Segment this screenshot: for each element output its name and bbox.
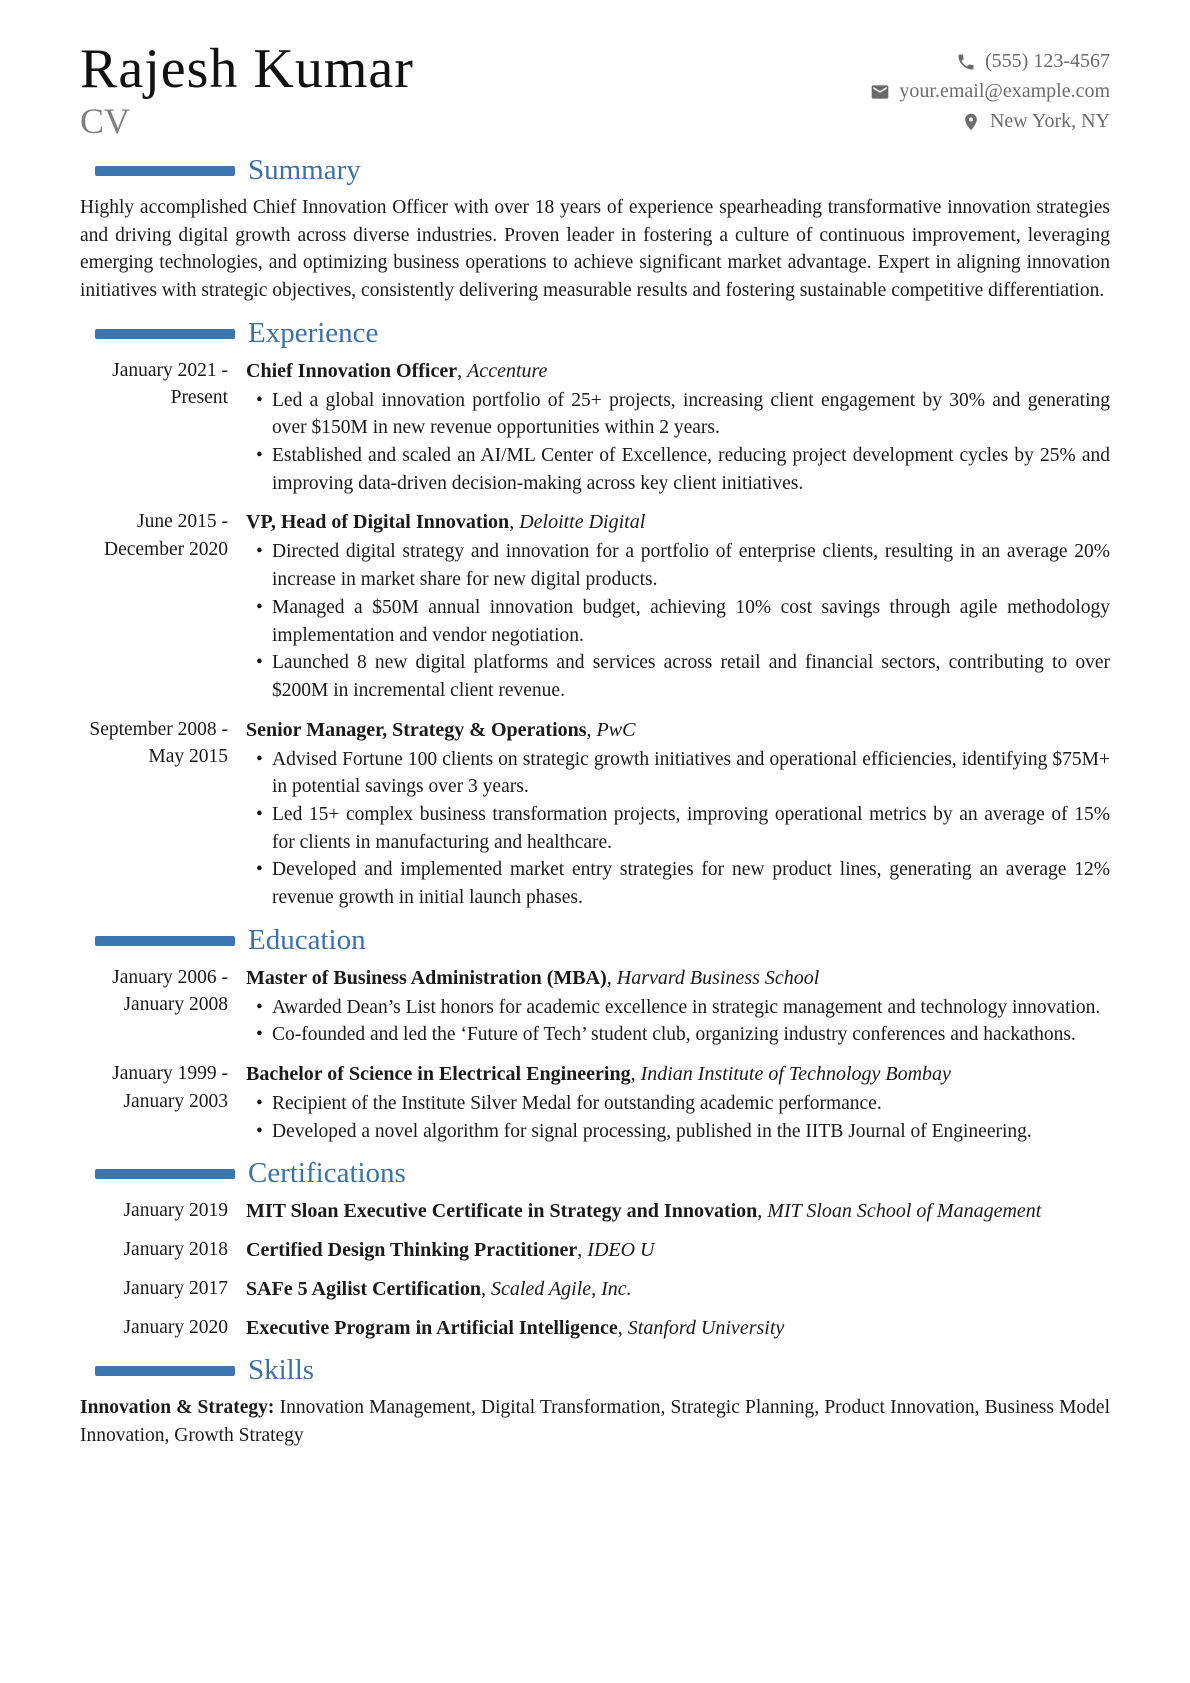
entry-header (246, 964, 1110, 992)
entry-header (246, 1060, 1110, 1088)
entry-separator: , (757, 1200, 768, 1223)
section-title: Experience (248, 316, 379, 349)
entry-header (246, 716, 1110, 744)
entry (80, 1197, 1110, 1225)
entry-separator: , (606, 966, 617, 989)
entry-date: January 2006 - January 2008 (112, 966, 228, 1016)
entry-title: SAFe 5 Agilist Certification (246, 1278, 481, 1301)
section-title: Skills (248, 1354, 315, 1387)
bullet-item: • Led a global innovation portfolio of 25+ projects, increasing client engagement by 30% and generating over $150M in new revenue opportunities within 2 years. (272, 387, 1110, 442)
entry-title: Bachelor of Science in Electrical Engineering (246, 1062, 631, 1085)
entry-date: January 2017 (123, 1278, 228, 1300)
entry-title: Certified Design Thinking Practitioner (246, 1239, 578, 1262)
entry-main (246, 964, 1110, 1049)
entry-header (246, 508, 1110, 536)
section-body (80, 964, 1110, 1146)
entry-org: Scaled Agile, Inc. (490, 1278, 632, 1301)
section-heading (80, 155, 1110, 187)
section-body (80, 1197, 1110, 1342)
bullet-item: • Developed and implemented market entry strategies for new product lines, generating an average 12% revenue growth in initial launch phases. (272, 856, 1110, 911)
identity-block (80, 40, 414, 142)
entry-org: MIT Sloan School of Management (767, 1200, 1042, 1223)
entry-org: Stanford University (627, 1317, 785, 1340)
entry-main (246, 716, 1110, 912)
entry-title: Senior Manager, Strategy & Operations (246, 718, 587, 741)
skills-line: Innovation & Strategy: Innovation Management, Digital Transformation, Strategic Planning, Product Innovation, Business Model Innovation, Growth Strategy (80, 1397, 1110, 1446)
envelope-icon (870, 82, 890, 102)
skill-category-label: Innovation & Strategy: (80, 1397, 275, 1419)
section (80, 1355, 1110, 1449)
entry-main (246, 1060, 1110, 1145)
entry-org: PwC (596, 718, 636, 741)
entry-separator: , (617, 1317, 628, 1340)
email-address: your.email@example.com (899, 80, 1110, 102)
section-title: Education (248, 923, 366, 956)
entry (80, 716, 1110, 912)
entry-header (246, 357, 1110, 385)
entry-org: Accenture (467, 359, 548, 382)
section-heading (80, 925, 1110, 957)
entry-date: January 1999 - January 2003 (112, 1062, 228, 1112)
entry (80, 964, 1110, 1049)
document-subtitle: CV (80, 100, 131, 141)
entry-separator: , (577, 1239, 588, 1262)
section (80, 155, 1110, 305)
entry (80, 357, 1110, 498)
phone-number: (555) 123-4567 (985, 50, 1110, 72)
sections (80, 155, 1110, 1449)
entry-separator: , (457, 359, 468, 382)
entry-title: Chief Innovation Officer (246, 359, 458, 382)
entry-main (246, 357, 1110, 498)
entry-org: Deloitte Digital (519, 511, 646, 534)
entry-date: January 2019 (123, 1200, 228, 1222)
section-heading (80, 1158, 1110, 1190)
bullet-item: • Awarded Dean’s List honors for academic excellence in strategic management and technology innovation. (272, 994, 1110, 1022)
entry-org: Harvard Business School (616, 966, 820, 989)
section-body (80, 1394, 1110, 1449)
location-icon (961, 112, 981, 132)
entry-separator: , (586, 718, 597, 741)
section-body (80, 357, 1110, 912)
entry (80, 508, 1110, 704)
person-name: Rajesh Kumar (80, 38, 414, 100)
section (80, 318, 1110, 912)
bullet-item: • Managed a $50M annual innovation budget, achieving 10% cost savings through agile methodology implementation and vendor negotiation. (272, 594, 1110, 649)
entry-date: June 2015 - December 2020 (104, 511, 228, 561)
section-heading (80, 1355, 1110, 1387)
entry-date: January 2018 (123, 1239, 228, 1261)
bullet-item: • Recipient of the Institute Silver Medal for outstanding academic performance. (272, 1090, 1110, 1118)
entry-header (246, 1236, 1110, 1264)
entry-separator: , (480, 1278, 491, 1301)
entry-main (246, 1197, 1110, 1225)
phone-icon (956, 52, 976, 72)
entry-org: Indian Institute of Technology Bombay (640, 1062, 951, 1085)
contact-email-row (870, 80, 1110, 103)
contact-location-row (961, 110, 1110, 133)
entry-org: IDEO U (587, 1239, 655, 1262)
bullet-item: • Directed digital strategy and innovation for a portfolio of enterprise clients, resulting in an average 20% increase in market share for new digital products. (272, 538, 1110, 593)
entry-header (246, 1314, 1110, 1342)
entry (80, 1275, 1110, 1303)
entry-header (246, 1275, 1110, 1303)
entry-separator: , (630, 1062, 641, 1085)
entry-bullets (246, 746, 1110, 912)
entry-main (246, 508, 1110, 704)
bullet-item: • Advised Fortune 100 clients on strategic growth initiatives and operational efficiencies, identifying $75M+ in potential savings over 3 years. (272, 746, 1110, 801)
summary-paragraph: Highly accomplished Chief Innovation Officer with over 18 years of experience spearheading transformative innovation strategies and driving digital growth across diverse industries. Proven leader in fostering a culture of continuous improvement, leveraging emerging technologies, and optimizing business operations to achieve significant market advantage. Expert in aligning innovation initiatives with strategic objectives, consistently delivering measurable results and fostering sustainable competitive differentiation. (80, 197, 1110, 302)
section-accent-bar (95, 1169, 235, 1179)
section-accent-bar (95, 166, 235, 176)
section (80, 925, 1110, 1146)
entry-main (246, 1236, 1110, 1264)
entry-title: VP, Head of Digital Innovation (246, 511, 510, 534)
entry-title: MIT Sloan Executive Certificate in Strategy and Innovation (246, 1200, 758, 1223)
entry-date: January 2020 (123, 1317, 228, 1339)
entry (80, 1060, 1110, 1145)
entry-bullets (246, 387, 1110, 498)
section-accent-bar (95, 1366, 235, 1376)
section-title: Summary (248, 154, 361, 187)
entry-bullets (246, 538, 1110, 704)
contact-block (870, 40, 1110, 133)
bullet-item: • Launched 8 new digital platforms and services across retail and financial sectors, contributing to over $200M in incremental client revenue. (272, 649, 1110, 704)
bullet-item: • Established and scaled an AI/ML Center of Excellence, reducing project development cycles by 25% and improving data-driven decision-making across key client initiatives. (272, 442, 1110, 497)
entry-date: September 2008 - May 2015 (89, 718, 228, 768)
location-text: New York, NY (989, 110, 1110, 132)
entry-separator: , (509, 511, 520, 534)
entry-header (246, 1197, 1110, 1225)
header (80, 40, 1110, 142)
section-accent-bar (95, 329, 235, 339)
section (80, 1158, 1110, 1342)
entry-title: Executive Program in Artificial Intelligence (246, 1317, 618, 1340)
entry-main (246, 1314, 1110, 1342)
bullet-item: • Led 15+ complex business transformation projects, improving operational metrics by an average of 15% for clients in manufacturing and healthcare. (272, 801, 1110, 856)
entry (80, 1314, 1110, 1342)
entry (80, 1236, 1110, 1264)
bullet-item: • Developed a novel algorithm for signal processing, published in the IITB Journal of Engineering. (272, 1118, 1110, 1146)
entry-bullets (246, 994, 1110, 1049)
section-body (80, 194, 1110, 305)
entry-main (246, 1275, 1110, 1303)
bullet-item: • Co-founded and led the ‘Future of Tech’ student club, organizing industry conferences and hackathons. (272, 1021, 1110, 1049)
contact-phone-row (956, 50, 1110, 73)
section-accent-bar (95, 936, 235, 946)
entry-bullets (246, 1090, 1110, 1145)
entry-title: Master of Business Administration (MBA) (246, 966, 607, 989)
section-title: Certifications (248, 1157, 406, 1190)
section-heading (80, 318, 1110, 350)
entry-date: January 2021 - Present (112, 359, 228, 409)
